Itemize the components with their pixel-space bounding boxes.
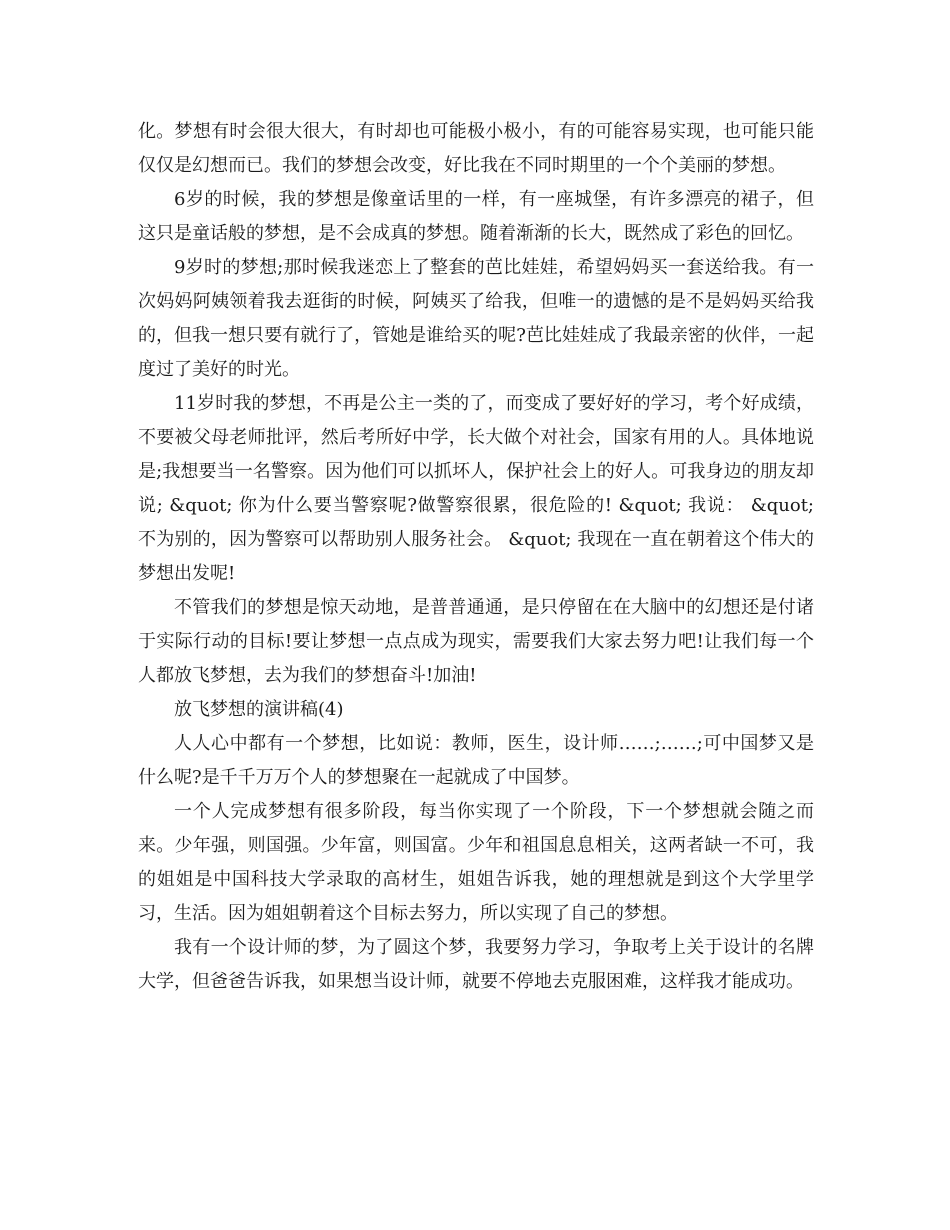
paragraph-age-9: 9岁时的梦想;那时候我迷恋上了整套的芭比娃娃，希望妈妈买一套送给我。有一次妈妈阿姨领着我去逛街的时候，阿姨买了给我，但唯一的遗憾的是不是妈妈买给我的，但我一想只要有就行了，管她是谁给买的呢?芭比娃娃成了我最亲密的伙伴，一起度过了美好的时光。 (138, 257, 814, 380)
paragraph-stages: 一个人完成梦想有很多阶段，每当你实现了一个阶段，下一个梦想就会随之而来。少年强，则国强。少年富，则国富。少年和祖国息息相关，这两者缺一不可，我的姐姐是中国科技大学录取的高材生，姐姐告诉我，她的理想就是到这个大学里学习，生活。因为姐姐朝着这个目标去努力，所以实现了自己的梦想。 (138, 801, 814, 924)
paragraph-china-dream: 人人心中都有一个梦想，比如说：教师，医生，设计师……;……;可中国梦又是什么呢?是千千万万个人的梦想聚在一起就成了中国梦。 (138, 733, 814, 788)
paragraph-age-6: 6岁的时候，我的梦想是像童话里的一样，有一座城堡，有许多漂亮的裙子，但这只是童话般的梦想，是不会成真的梦想。随着渐渐的长大，既然成了彩色的回忆。 (138, 189, 814, 244)
paragraph-continuation: 化。梦想有时会很大很大，有时却也可能极小极小，有的可能容易实现，也可能只能仅仅是幻想而已。我们的梦想会改变，好比我在不同时期里的一个个美丽的梦想。 (138, 121, 814, 176)
paragraph-designer: 我有一个设计师的梦，为了圆这个梦，我要努力学习，争取考上关于设计的名牌大学，但爸爸告诉我，如果想当设计师，就要不停地去克服困难，这样我才能成功。 (138, 937, 814, 992)
document-body (138, 115, 814, 999)
paragraph-conclusion: 不管我们的梦想是惊天动地，是普普通通，是只停留在在大脑中的幻想还是付诸于实际行动的目标!要让梦想一点点成为现实，需要我们大家去努力吧!让我们每一个人都放飞梦想，去为我们的梦想奋斗!加油! (138, 597, 814, 686)
paragraph-age-11: 11岁时我的梦想，不再是公主一类的了，而变成了要好好的学习，考个好成绩，不要被父母老师批评，然后考所好中学，长大做个对社会，国家有用的人。具体地说是;我想要当一名警察。因为他们可以抓坏人，保护社会上的好人。可我身边的朋友却说; &quot; 你为什么要当警察呢?做警察很累，很危险的! &quot; 我说： &quot; 不为别的，因为警察可以帮助别人服务社会。 &quot; 我现在一直在朝着这个伟大的梦想出发呢! (138, 393, 814, 584)
section-heading: 放飞梦想的演讲稿(4) (174, 699, 344, 720)
